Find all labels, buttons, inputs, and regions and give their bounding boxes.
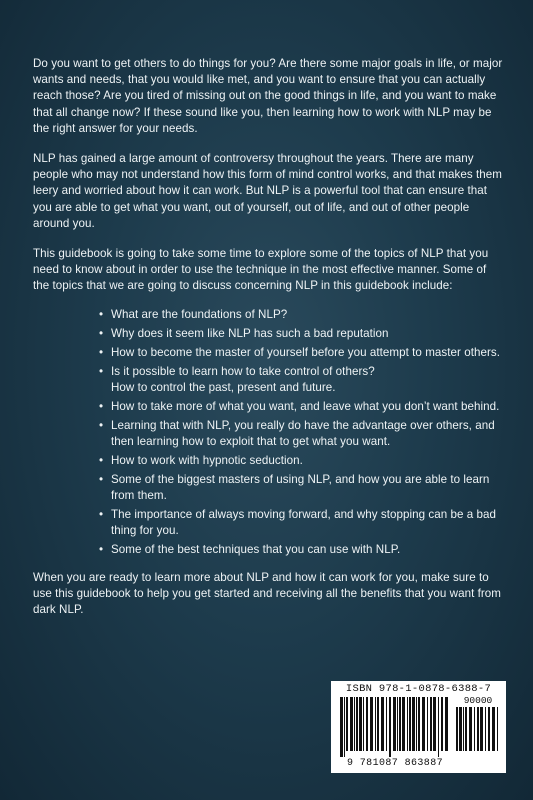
list-item: • How to take more of what you want, and leave what you don’t want behind. bbox=[99, 399, 503, 415]
topics-list bbox=[33, 307, 503, 558]
barcode-bars bbox=[339, 697, 451, 757]
barcode-addon-bars bbox=[455, 707, 501, 757]
ean-digits: 9 781087 863887 bbox=[346, 758, 443, 769]
list-item: • Some of the best techniques that you can use with NLP. bbox=[99, 542, 503, 558]
list-item: • The importance of always moving forward, and why stopping can be a bad thing for you. bbox=[99, 507, 503, 539]
list-item: • How to become the master of yourself before you attempt to master others. bbox=[99, 345, 503, 361]
isbn-label: ISBN 978-1-0878-6388-7 bbox=[345, 683, 492, 695]
isbn-barcode bbox=[331, 681, 506, 773]
list-item: • Learning that with NLP, you really do have the advantage over others, and then learning how to exploit that to get what you want. bbox=[99, 418, 503, 450]
intro-paragraph: Do you want to get others to do things for you? Are there some major goals in life, or major wants and needs, that you would like met, and you want to ensure that you can actually reach those? Are you tired of missing out on the good things in life, and you want to make that all change now? If these sound like you, then learning how to work with NLP may be the right answer for your needs. bbox=[33, 57, 503, 135]
list-item: • What are the foundations of NLP? bbox=[99, 307, 503, 323]
list-item: • Some of the biggest masters of using NLP, and how you are able to learn from them. bbox=[99, 472, 503, 504]
list-item: • Why does it seem like NLP has such a bad reputation bbox=[99, 326, 503, 342]
list-item: • How to work with hypnotic seduction. bbox=[99, 453, 503, 469]
topics-intro-paragraph: This guidebook is going to take some time to explore some of the topics of NLP that you need to know about in order to use the technique in the most effective manner. Some of the topics that we are going to discuss concerning NLP in this guidebook include: bbox=[33, 247, 489, 293]
back-cover-text bbox=[33, 56, 503, 632]
closing-paragraph: When you are ready to learn more about NLP and how it can work for you, make sure to use this guidebook to help you get started and receiving all the benefits that you want from dark NLP. bbox=[33, 570, 501, 617]
list-item: • Is it possible to learn how to take control of others? How to control the past, present and future. bbox=[99, 364, 503, 396]
controversy-paragraph: NLP has gained a large amount of controversy throughout the years. There are many people who may not understand how this form of mind control works, and that makes them leery and worried about how it can work. But NLP is a powerful tool that can ensure that you are able to get what you want, out of yourself, out of life, and out of other people around you. bbox=[33, 152, 502, 230]
barcode-addon-label: 90000 bbox=[463, 695, 493, 706]
